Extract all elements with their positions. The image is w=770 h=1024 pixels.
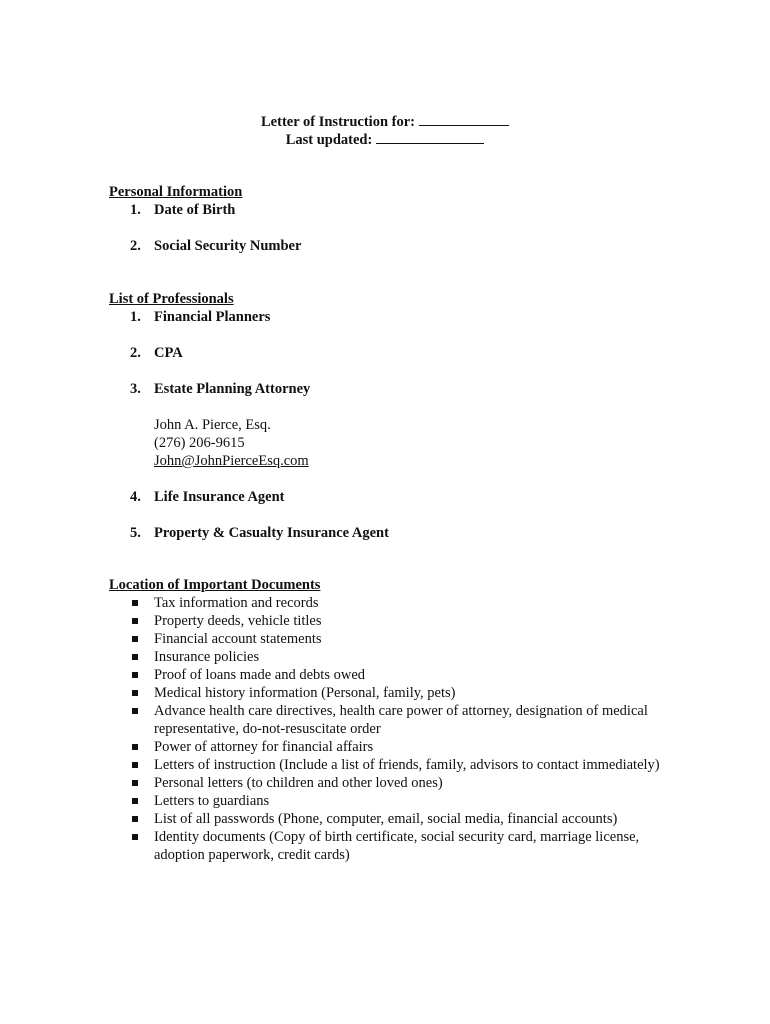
section-heading: List of Professionals: [109, 291, 234, 307]
item-number: 1.: [130, 202, 141, 218]
item-number: 1.: [130, 309, 141, 325]
square-bullet-icon: [132, 654, 138, 660]
professionals-section: [109, 290, 709, 542]
item-text: Letters to guardians: [154, 793, 270, 809]
item-text: Personal letters (to children and other loved ones): [154, 775, 443, 791]
list-item: [109, 666, 674, 684]
square-bullet-icon: [132, 618, 138, 624]
section-heading: Personal Information: [109, 184, 243, 200]
list-item: [109, 488, 709, 506]
item-text: Financial account statements: [154, 631, 322, 647]
item-text: Property deeds, vehicle titles: [154, 613, 322, 629]
item-text: Letters of instruction (Include a list of friends, family, advisors to contact immediately): [154, 757, 660, 773]
square-bullet-icon: [132, 762, 138, 768]
list-item: [109, 344, 709, 362]
list-item: [109, 612, 674, 630]
item-number: 4.: [130, 489, 141, 505]
item-text: Tax information and records: [154, 595, 319, 611]
list-item: [109, 792, 674, 810]
title-updated-label: Last updated:: [285, 132, 373, 148]
item-number: 5.: [130, 525, 141, 541]
square-bullet-icon: [132, 636, 138, 642]
item-number: 2.: [130, 345, 141, 361]
list-item: [109, 201, 709, 219]
title-recipient-label: Letter of Instruction for:: [261, 114, 415, 130]
list-item: [109, 774, 674, 792]
item-label: CPA: [154, 345, 183, 361]
document-title: [0, 111, 770, 147]
square-bullet-icon: [132, 798, 138, 804]
list-item: [109, 380, 709, 398]
item-number: 2.: [130, 238, 141, 254]
square-bullet-icon: [132, 834, 138, 840]
square-bullet-icon: [132, 708, 138, 714]
item-text: Power of attorney for financial affairs: [154, 739, 374, 755]
square-bullet-icon: [132, 600, 138, 606]
documents-list: [109, 594, 709, 864]
square-bullet-icon: [132, 780, 138, 786]
list-item: [109, 702, 674, 738]
square-bullet-icon: [132, 672, 138, 678]
list-item: [109, 684, 674, 702]
item-text: Advance health care directives, health care power of attorney, designation of medical representative, do-not-resuscitate order: [154, 703, 648, 737]
item-label: Property & Casualty Insurance Agent: [154, 525, 389, 541]
attorney-phone: (276) 206-9615: [154, 435, 245, 451]
list-item: [109, 810, 674, 828]
item-text: Proof of loans made and debts owed: [154, 667, 366, 683]
personal-information-section: [109, 183, 709, 255]
list-item: [109, 524, 709, 542]
recipient-blank: [419, 111, 509, 126]
list-item: [109, 308, 709, 326]
list-item: [109, 648, 674, 666]
item-label: Estate Planning Attorney: [154, 381, 311, 397]
attorney-email-link[interactable]: John@JohnPierceEsq.com: [154, 453, 309, 469]
title-line-updated: [0, 129, 770, 147]
item-text: Medical history information (Personal, family, pets): [154, 685, 456, 701]
updated-blank: [376, 129, 484, 144]
item-label: Social Security Number: [154, 238, 302, 254]
item-text: List of all passwords (Phone, computer, email, social media, financial accounts): [154, 811, 618, 827]
item-number: 3.: [130, 381, 141, 397]
title-line-recipient: [0, 111, 770, 129]
list-item: [109, 738, 674, 756]
square-bullet-icon: [132, 690, 138, 696]
item-text: Insurance policies: [154, 649, 260, 665]
square-bullet-icon: [132, 816, 138, 822]
list-item: [109, 594, 674, 612]
square-bullet-icon: [132, 744, 138, 750]
list-item: [109, 630, 674, 648]
list-item: [109, 756, 674, 774]
attorney-name: John A. Pierce, Esq.: [154, 417, 271, 433]
item-label: Date of Birth: [154, 202, 236, 218]
item-text: Identity documents (Copy of birth certificate, social security card, marriage license, adoption paperwork, credit cards): [154, 829, 640, 863]
list-item: [109, 237, 709, 255]
item-label: Life Insurance Agent: [154, 489, 285, 505]
section-heading: Location of Important Documents: [109, 577, 321, 593]
item-label: Financial Planners: [154, 309, 271, 325]
attorney-contact: [109, 416, 709, 470]
list-item: [109, 828, 674, 864]
documents-section: [109, 576, 709, 864]
